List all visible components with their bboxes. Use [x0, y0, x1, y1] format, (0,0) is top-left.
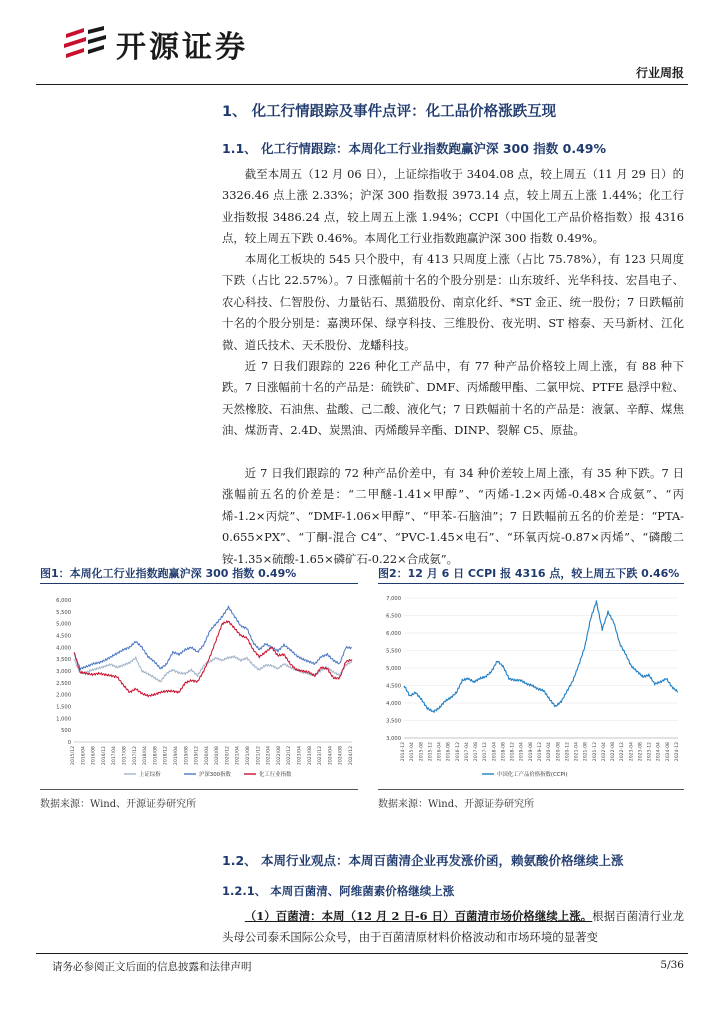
section-1-1-title: 1.1、 化工行情跟踪：本周化工行业指数跑赢沪深 300 指数 0.49%	[222, 141, 607, 156]
legend-label: 上证综指	[139, 772, 161, 778]
x-tick-label: 2024-12	[675, 742, 680, 762]
x-tick-label: 2019/12	[194, 746, 200, 766]
x-tick-label: 2018-04	[492, 742, 498, 762]
y-tick-label: 500	[61, 728, 71, 735]
stocks-paragraph: 本周化工板块的 545 只个股中，有 413 只周度上涨（占比 75.78%），有 123 只周度下跌（占比 22.57%）。7 日涨幅前十名的个股分别是：山东玻纤、光华科技、宏昌电子、农心科技、仁智股份、力量钻石、黑猫股份、南京化纤、*ST 金正、统一股份；7 日跌幅前十名的个股分别是：嘉澳环保、绿亨科技、三维股份、夜光明、ST 榕泰、天马新材、江化微、道氏技术、天禾股份、龙蟠科技。	[222, 252, 684, 352]
x-tick-label: 2022/04	[266, 746, 272, 766]
x-tick-label: 2022-04	[601, 742, 607, 762]
y-tick-label: 4,500	[56, 633, 71, 640]
x-tick-label: 2018-12	[510, 742, 516, 762]
x-tick-label: 2024/12	[349, 746, 354, 766]
figure-1-source: 数据来源：Wind、开源证券研究所	[40, 799, 197, 810]
x-tick-label: 2016/08	[91, 746, 97, 766]
x-tick-label: 2022-12	[620, 742, 626, 762]
x-tick-label: 2021-12	[592, 742, 598, 762]
section-1-2-1-title: 1.2.1、 本周百菌清、阿维菌素价格继续上涨	[222, 884, 455, 898]
y-tick-label: 4,500	[386, 683, 401, 690]
y-tick-label: 3,000	[56, 669, 71, 675]
x-tick-label: 2019/04	[173, 746, 179, 766]
x-tick-label: 2020-04	[547, 742, 553, 762]
x-tick-label: 2018/08	[153, 746, 159, 766]
y-tick-label: 6,500	[386, 613, 401, 620]
y-tick-label: 6,000	[386, 631, 401, 637]
y-tick-label: 2,500	[56, 680, 71, 687]
x-tick-label: 2018/12	[163, 746, 169, 766]
y-tick-label: 5,000	[386, 666, 401, 672]
x-tick-label: 2017-12	[483, 742, 489, 762]
products-paragraph: 近 7 日我们跟踪的 226 种化工产品中，有 77 种产品价格较上周上涨，有 88 种下跌。7 日涨幅前十名的产品是：硫铁矿、DMF、丙烯酸甲酯、二氯甲烷、PTFE 悬浮中粒、天然橡胶、石油焦、盐酸、己二酸、液化气；7 日跌幅前十名的产品是：液氯、辛醇、煤焦油、煤沥青、2.4D、炭黑油、丙烯酸异辛酯、DINP、裂解 C5、原盐。	[222, 359, 684, 438]
x-tick-label: 2020/08	[215, 746, 221, 766]
y-tick-label: 6,000	[56, 598, 71, 604]
company-logo	[62, 22, 248, 66]
x-tick-label: 2015-12	[428, 742, 434, 762]
y-tick-label: 3,000	[386, 736, 401, 742]
x-tick-label: 2016/12	[101, 746, 107, 766]
figure-2-source: 数据来源：Wind、开源证券研究所	[378, 799, 535, 810]
x-tick-label: 2020-12	[565, 742, 571, 762]
x-tick-label: 2016-04	[437, 742, 443, 762]
chlorothalonil-lead: （1）百菌清：本周（12 月 2 日-6 日）百菌清市场价格继续上涨。	[244, 909, 593, 923]
chlorothalonil-paragraph	[222, 906, 684, 949]
x-tick-label: 2023-08	[638, 742, 644, 762]
spreads-paragraph: 近 7 日我们跟踪的 72 种产品价差中，有 34 种价差较上周上涨，有 35 种下跌。7 日涨幅前五名的价差是：“二甲醚-1.41×甲醇”、“丙烯-1.2×丙烯-0.48×合成氨”、“丙烯-1.2×丙烷”、“DMF-1.06×甲醇”、“甲苯-石脑油”；7 日跌幅前五名的价差是：“PTA-0.655×PX”、“丁酮-混合 C4”、“PVC-1.45×电石”、“环氧丙烷-0.87×丙烯”、“磷酸二铵-1.35×硫酸-1.65×磷矿石-0.22×合成氨”。	[222, 466, 684, 566]
x-tick-label: 2020/04	[204, 746, 210, 766]
x-tick-label: 2024/08	[338, 746, 344, 766]
page-number: 5/36	[660, 959, 684, 971]
x-tick-label: 2017/08	[122, 746, 128, 766]
x-tick-label: 2021/08	[246, 746, 252, 766]
x-tick-label: 2024/04	[328, 746, 334, 766]
x-tick-label: 2018-08	[501, 742, 507, 762]
y-tick-label: 5,000	[56, 621, 71, 628]
y-tick-label: 7,000	[386, 596, 401, 602]
x-tick-label: 2023/08	[307, 746, 313, 766]
x-tick-label: 2019-12	[538, 742, 543, 762]
x-tick-label: 2019-04	[519, 742, 525, 762]
x-tick-label: 2021-04	[574, 742, 580, 762]
x-tick-label: 2014-12	[401, 742, 406, 762]
x-tick-label: 2017/04	[112, 746, 118, 766]
y-tick-label: 5,500	[386, 648, 401, 655]
x-tick-label: 2019/08	[184, 746, 190, 766]
report-type-tag: 行业周报	[635, 66, 684, 80]
y-tick-label: 5,500	[56, 609, 71, 616]
section-1-2-title: 1.2、 本周行业观点：本周百菌清企业再发涨价函，赖氨酸价格继续上涨	[222, 853, 624, 868]
brand-name: 开源证券	[116, 30, 248, 65]
chlorothalonil-text: 根据百菌清行业龙头母公司泰禾国际公众号，由于百菌清原材料价格波动和市场环境的显著变	[222, 909, 684, 945]
figure-1-bottom-rule	[40, 789, 358, 790]
x-tick-label: 2015-04	[410, 742, 416, 762]
series-line	[74, 606, 352, 670]
y-tick-label: 2,000	[56, 692, 71, 699]
x-tick-label: 2023-04	[629, 742, 635, 762]
x-tick-label: 2017-04	[464, 742, 470, 762]
x-tick-label: 2019-08	[528, 742, 534, 762]
x-tick-label: 2020/12	[225, 746, 231, 766]
x-tick-label: 2018/04	[143, 746, 149, 766]
series-line	[74, 656, 352, 682]
y-tick-label: 1,000	[56, 716, 71, 723]
x-tick-label: 2023-12	[647, 742, 653, 762]
figure-2-top-rule	[378, 583, 684, 584]
footer-disclaimer: 请务必参阅正文后面的信息披露和法律声明	[52, 961, 252, 973]
legend-label: 沪深300指数	[199, 772, 231, 778]
x-tick-label: 2017/12	[132, 746, 138, 766]
header-divider	[36, 84, 688, 85]
section-1-title: 1、 化工行情跟踪及事件点评：化工品价格涨跌互现	[222, 104, 557, 120]
index-comparison-chart	[40, 588, 358, 786]
x-tick-label: 2020-08	[556, 742, 562, 762]
x-tick-label: 2022/08	[276, 746, 282, 766]
x-tick-label: 2017-08	[474, 742, 480, 762]
x-tick-label: 2023/12	[318, 746, 324, 766]
x-tick-label: 2024-08	[665, 742, 671, 762]
figure-2-title: 图2：12 月 6 日 CCPI 报 4316 点，较上周五下跌 0.46%	[378, 567, 680, 580]
x-tick-label: 2023/04	[297, 746, 303, 766]
x-tick-label: 2015-08	[419, 742, 425, 762]
x-tick-label: 2022-08	[611, 742, 617, 762]
x-tick-label: 2016-08	[446, 742, 452, 762]
x-tick-label: 2015/12	[71, 746, 76, 766]
y-tick-label: 0	[67, 740, 71, 746]
y-tick-label: 3,500	[56, 657, 71, 664]
ccpi-chart	[378, 588, 684, 786]
y-tick-label: 3,500	[386, 718, 401, 725]
x-tick-label: 2021/12	[256, 746, 262, 766]
x-tick-label: 2022/12	[287, 746, 293, 766]
legend-label: 中国化工产品价格指数(CCPI)	[497, 772, 568, 778]
figure-1-title: 图1：本周化工行业指数跑赢沪深 300 指数 0.49%	[40, 567, 297, 580]
footer-divider	[36, 953, 688, 954]
figure-2-bottom-rule	[378, 789, 684, 790]
x-tick-label: 2016-12	[455, 742, 461, 762]
y-tick-label: 4,000	[386, 701, 401, 707]
series-line	[404, 601, 678, 713]
market-paragraph: 截至本周五（12 月 06 日），上证综指收于 3404.08 点，较上周五（11 月 29 日）的 3326.46 点上涨 2.33%；沪深 300 指数报 3973.14 点，较上周五上涨 1.44%；化工行业指数报 3486.24 点，较上周五上涨 1.94%；CCPI（中国化工产品价格指数）报 4316 点，较上周五下跌 0.46%。本周化工行业指数跑赢沪深 300 指数 0.49%。	[222, 167, 684, 246]
x-tick-label: 2021-08	[583, 742, 589, 762]
x-tick-label: 2024-04	[656, 742, 662, 762]
x-tick-label: 2021/04	[235, 746, 241, 766]
legend-label: 化工行业指数	[259, 772, 292, 778]
figure-1-top-rule	[40, 583, 358, 584]
y-tick-label: 1,500	[56, 704, 71, 711]
logo-mark-icon	[62, 24, 108, 64]
x-tick-label: 2016/04	[81, 746, 87, 766]
y-tick-label: 4,000	[56, 645, 71, 652]
